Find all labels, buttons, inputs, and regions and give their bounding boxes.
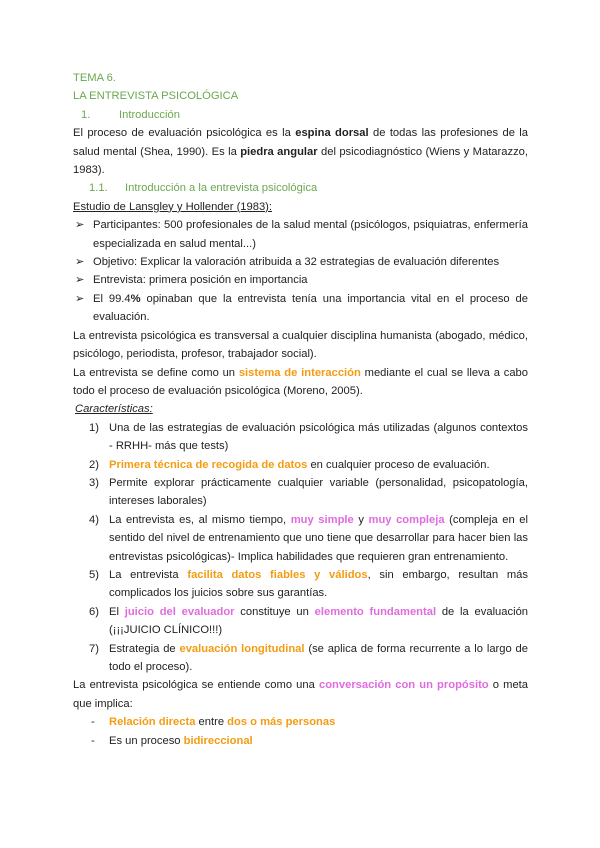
tema-label: TEMA 6. xyxy=(73,72,116,84)
text-span: (compleja en el sentido del nivel de entrenamiento que uno tiene que desarrollar para hacer bien las entrevistas psicológicas)- Implica habilidades que requieren gran entrenamiento. xyxy=(109,513,528,563)
list-item xyxy=(73,271,528,289)
highlight-span: Relación directa xyxy=(109,716,196,729)
list-item xyxy=(73,566,528,603)
implica-list xyxy=(73,713,528,750)
highlight-span: sistema de interacción xyxy=(238,366,361,379)
text-span: del psicodiagnóstico (Wiens y Matarazzo, 1983). xyxy=(73,145,528,177)
section-heading-1 xyxy=(73,106,528,124)
list-marker: 7) xyxy=(89,642,99,655)
conversation-paragraph xyxy=(73,676,528,713)
highlight-span: dos o más personas xyxy=(227,716,336,729)
highlight-span: muy simple xyxy=(290,513,354,526)
section-title: Introducción xyxy=(119,108,180,121)
document-page xyxy=(73,69,528,750)
text-span: (se aplica de forma recurrente a lo largo de todo el proceso). xyxy=(109,642,528,673)
arrow-bullet-icon: ➢ xyxy=(75,274,85,287)
text-span: La entrevista es, al mismo tiempo, xyxy=(109,513,291,526)
list-marker: 5) xyxy=(89,568,99,581)
list-item xyxy=(73,713,528,731)
text-span: Estrategia de xyxy=(109,642,180,655)
text-span: El proceso de evaluación psicológica es la xyxy=(73,127,296,140)
arrow-bullet-icon: ➢ xyxy=(75,256,85,269)
highlight-span: elemento fundamental xyxy=(314,605,437,618)
text-span: La entrevista se define como un xyxy=(73,366,239,379)
highlight-span: Primera técnica de recogida de datos xyxy=(109,458,308,471)
list-item xyxy=(73,456,528,474)
text-span: y xyxy=(353,513,369,526)
bold-span: espina dorsal xyxy=(295,127,369,140)
list-item xyxy=(73,253,528,271)
text-span: constituye un xyxy=(234,605,315,618)
section-number: 1. xyxy=(81,108,91,121)
section-heading-1-1 xyxy=(73,179,528,197)
dash-marker: - xyxy=(91,716,95,729)
list-item xyxy=(73,419,528,456)
text-span: La entrevista xyxy=(109,568,188,581)
bold-span: piedra angular xyxy=(240,145,318,158)
list-item-text: Participantes: 500 profesionales de la salud mental (psicólogos, psiquiatras, enfermería especializada en salud mental...) xyxy=(93,219,528,250)
list-item-text: Permite explorar prácticamente cualquier variable (personalidad, psicopatología, intereses laborales) xyxy=(109,476,528,508)
study-heading: Estudio de Lansgley y Hollender (1983): xyxy=(73,200,273,213)
dash-marker: - xyxy=(91,734,95,747)
highlight-span: muy compleja xyxy=(368,513,445,526)
text-span: , sin embargo, resultan más complicados los juicios sobre sus garantías. xyxy=(109,568,528,600)
list-item-text: Entrevista: primera posición en importancia xyxy=(93,274,308,287)
bold-span: % xyxy=(130,292,141,305)
transversal-paragraph: La entrevista psicológica es transversal a cualquier disciplina humanista (abogado, médico, psicólogo, periodista, profesor, trabajador social). xyxy=(73,329,528,361)
text-span: en cualquier proceso de evaluación. xyxy=(307,458,490,471)
definition-paragraph xyxy=(73,364,528,401)
list-marker: 3) xyxy=(89,476,99,489)
highlight-span: facilita datos fiables y válidos xyxy=(187,568,368,581)
text-span: La entrevista psicológica se entiende como una xyxy=(73,679,319,692)
intro-paragraph xyxy=(73,124,528,179)
text-span: Es un proceso xyxy=(109,734,184,747)
list-item xyxy=(73,290,528,327)
document-title: LA ENTREVISTA PSICOLÓGICA xyxy=(73,90,239,103)
highlight-span: bidireccional xyxy=(183,734,253,747)
list-item-text: Objetivo: Explicar la valoración atribuida a 32 estrategias de evaluación diferentes xyxy=(93,256,500,269)
arrow-bullet-icon: ➢ xyxy=(75,292,85,305)
list-marker: 2) xyxy=(89,458,99,471)
highlight-span: evaluación longitudinal xyxy=(179,642,305,655)
list-marker: 1) xyxy=(89,421,99,434)
list-item xyxy=(73,603,528,640)
caracteristicas-list xyxy=(73,419,528,677)
list-item xyxy=(73,216,528,253)
arrow-bullet-icon: ➢ xyxy=(75,219,85,232)
list-item xyxy=(73,474,528,511)
list-item-text: Una de las estrategias de evaluación psicológica más utilizadas (algunos contextos - RRHH- más que tests) xyxy=(109,421,528,453)
text-span: El xyxy=(109,605,125,618)
text-span: o meta que implica: xyxy=(73,679,528,710)
list-item xyxy=(73,640,528,677)
text-span: de todas las profesiones de la salud mental (Shea, 1990). Es la xyxy=(73,127,529,158)
text-span: entre xyxy=(195,716,228,729)
list-item xyxy=(73,511,528,566)
list-marker: 6) xyxy=(89,605,99,618)
highlight-span: conversación con un propósito xyxy=(318,679,489,692)
text-span: El 99.4 xyxy=(93,292,131,305)
list-item xyxy=(73,732,528,750)
study-bullet-list xyxy=(73,216,528,326)
text-span: mediante el cual se lleva a cabo todo el proceso de evaluación psicológica (Moreno, 2005). xyxy=(73,366,528,397)
highlight-span: juicio del evaluador xyxy=(124,605,235,618)
list-marker: 4) xyxy=(89,513,99,526)
caracteristicas-heading: Características: xyxy=(75,403,153,416)
section-title: Introducción a la entrevista psicológica xyxy=(125,182,318,195)
text-span: opinaban que la entrevista tenía una importancia vital en el proceso de evaluación. xyxy=(93,292,528,324)
section-number: 1.1. xyxy=(89,182,108,195)
text-span: de la evaluación (¡¡¡JUICIO CLÍNICO!!!) xyxy=(109,605,529,637)
